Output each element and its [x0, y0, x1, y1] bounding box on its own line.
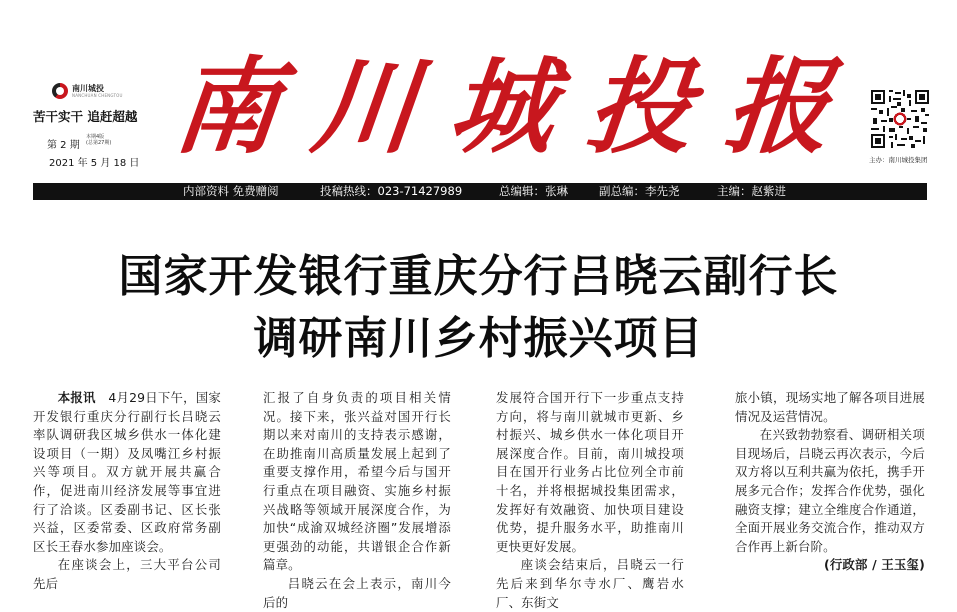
byline: (行政部 / 王玉玺): [823, 557, 925, 573]
title-char: 川: [306, 45, 424, 168]
submission-hotline: 投稿热线：023-71427989: [320, 184, 463, 198]
chief-editor: 总编辑：张琳: [499, 184, 568, 198]
title-char: 南: [168, 45, 286, 168]
deputy-editor: 副总编：李先尧: [599, 184, 680, 198]
sponsor-label: 主办：南川城投集团: [869, 156, 928, 164]
article-paragraph: 在兴致勃勃察看、调研相关项目现场后，吕晓云再次表示，今后双方将以互利共赢为依托，携手开展多元合作；发挥合作优势，强化融资支撑；建立全维度合作通道，全面开展业务交流合作，推动双方合作再上新台阶。: [735, 427, 925, 554]
logo-name: 南川城投: [72, 83, 104, 93]
issue-note: [86, 134, 111, 146]
article-paragraph: 吕晓云在会上表示，南川今后的: [263, 575, 451, 610]
article-paragraph: 汇报了自身负责的项目相关情况。接下来，张兴益对国开行长期以来对南川的支持表示感谢，在助推南川高质量发展上起到了重要支撑作用，希望今后与国开行重点在项目融资、实施乡村振兴战略等领域开展深度合作，为加快“成渝双城经济圈”发展增添更强劲的动能，共谱银企合作新篇章。: [263, 390, 451, 573]
article-paragraph: 发展符合国开行下一步重点支持方向，将与南川就城市更新、乡村振兴、城乡供水一体化项目开展深度合作。目前，南川城投项目在国开行业务占比位列全市前十名，并将根据城投集团需求，发挥好有效融资、加快项目建设优势，提升服务水平，助推南川更快更好发展。: [496, 390, 684, 554]
article-paragraph: 旅小镇，现场实地了解各项目进展情况及运营情况。: [735, 390, 925, 424]
headline-line-1: 国家开发银行重庆分行吕晓云副行长: [118, 251, 839, 302]
newspaper-title: [168, 45, 837, 168]
title-char: 投: [581, 45, 699, 168]
article-column-4: [735, 389, 925, 575]
paragraph-text: 4月29日下午，国家开发银行重庆分行副行长吕晓云率队调研我区城乡供水一体化建设项目（一期）及凤嘴江乡村振兴等项目。双方就开展共赢合作，促进南川经济发展等事宜进行了洽谈。区委副书记、区长张兴益，区委常委、区政府常务副区长王春水参加座谈会。: [33, 390, 222, 554]
headline-line-2: 调研南川乡村振兴项目: [253, 313, 704, 364]
article-paragraph: 座谈会结束后，吕晓云一行先后来到华尔寺水厂、鹰岩水厂、东街文: [496, 557, 684, 610]
article-column-2: [263, 389, 451, 612]
slogan: 苦干实干 追赶超越: [33, 109, 138, 124]
editor: 主编：赵紫进: [717, 184, 786, 198]
article-column-3: [496, 389, 684, 612]
logo-mark-icon: [52, 83, 68, 99]
issue-number: 第 2 期: [47, 140, 80, 151]
lead-label: 本报讯: [57, 390, 96, 405]
issue-note-total: (总第27期): [86, 140, 112, 146]
article-paragraph: 在座谈会上，三大平台公司先后: [33, 557, 221, 591]
article-column-1: [33, 389, 221, 594]
title-char: 城: [444, 45, 562, 168]
qr-code-icon: [870, 90, 930, 148]
internal-note: 内部资料 免费赠阅: [183, 184, 279, 198]
issue-date: 2021 年 5 月 18 日: [49, 158, 140, 169]
article-paragraph: [33, 389, 221, 556]
logo-english-name: NANCHUAN CHENGTOU: [72, 92, 123, 98]
title-char: 报: [719, 45, 837, 168]
issue-note-pages: 本期4版: [86, 134, 105, 140]
publisher-logo: [52, 83, 123, 99]
info-bar: [33, 183, 927, 200]
